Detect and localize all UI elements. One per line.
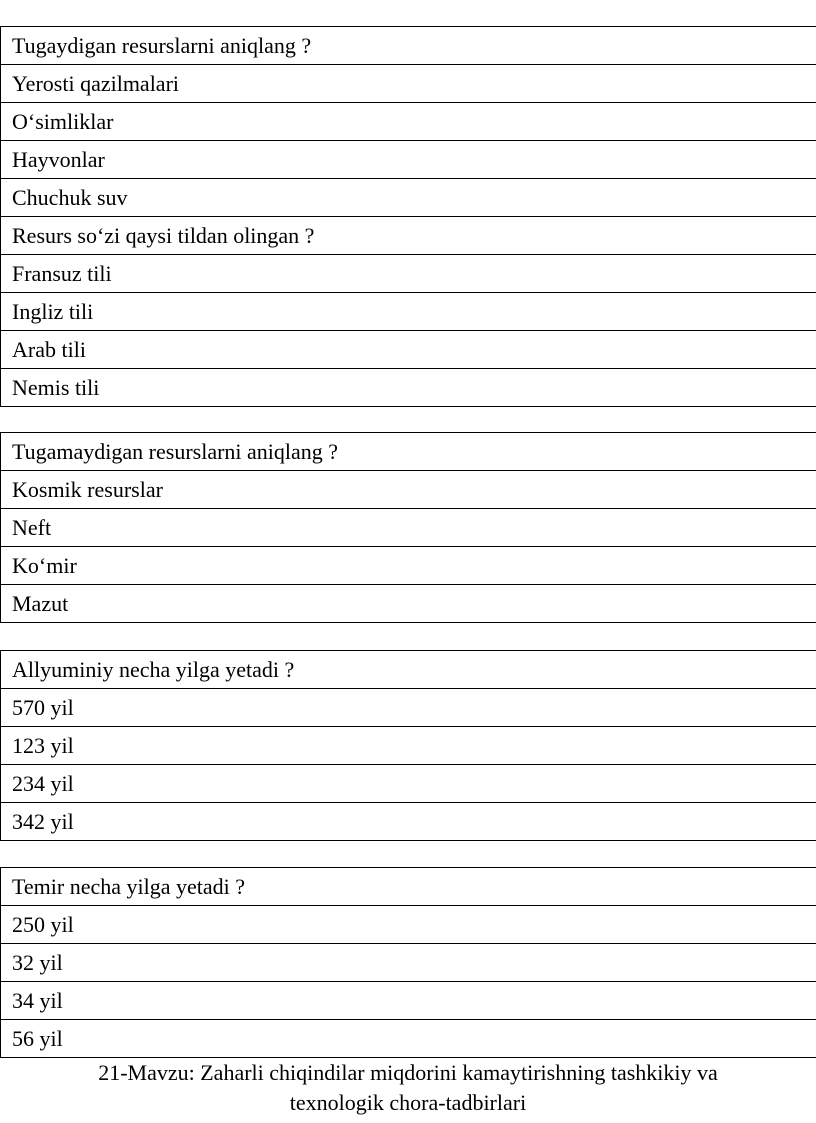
topic-heading: [0, 1058, 816, 1118]
answer-text: 32 yil: [1, 944, 816, 982]
answer-text: 123 yil: [1, 727, 816, 765]
question-text: Temir necha yilga yetadi ?: [1, 868, 816, 906]
answer-row: [1, 141, 816, 179]
answer-text: 56 yil: [1, 1020, 816, 1058]
answer-text: 234 yil: [1, 765, 816, 803]
answer-text: Arab tili: [1, 331, 816, 369]
answer-row: [1, 982, 816, 1020]
answer-text: 342 yil: [1, 803, 816, 841]
answer-row: [1, 765, 816, 803]
answer-row: [1, 65, 816, 103]
answer-row: [1, 1020, 816, 1058]
answer-text: 250 yil: [1, 906, 816, 944]
answer-text: Yerosti qazilmalari: [1, 65, 816, 103]
answer-text: O‘simliklar: [1, 103, 816, 141]
question-table-4: [0, 867, 816, 1058]
question-table-1: [0, 26, 816, 407]
question-text: Tugamaydigan resurslarni aniqlang ?: [1, 433, 816, 471]
topic-heading-line-1: 21-Mavzu: Zaharli chiqindilar miqdorini kamaytirishning tashkikiy va: [98, 1060, 718, 1085]
answer-row: [1, 293, 816, 331]
answer-row: [1, 585, 816, 623]
answer-text: Ingliz tili: [1, 293, 816, 331]
question-table-3: [0, 650, 816, 841]
answer-row: [1, 103, 816, 141]
answer-row: [1, 471, 816, 509]
answer-text: Fransuz tili: [1, 255, 816, 293]
answer-row: [1, 369, 816, 407]
question-row: [1, 651, 816, 689]
answer-text: Mazut: [1, 585, 816, 623]
answer-row: [1, 547, 816, 585]
answer-text: Kosmik resurslar: [1, 471, 816, 509]
question-text: Resurs so‘zi qaysi tildan olingan ?: [1, 217, 816, 255]
answer-row: [1, 255, 816, 293]
question-row: [1, 27, 816, 65]
question-table-2: [0, 432, 816, 623]
question-row: [1, 217, 816, 255]
answer-row: [1, 689, 816, 727]
answer-text: Hayvonlar: [1, 141, 816, 179]
answer-text: Ko‘mir: [1, 547, 816, 585]
question-row: [1, 433, 816, 471]
answer-row: [1, 906, 816, 944]
answer-row: [1, 944, 816, 982]
topic-heading-line-2: texnologik chora-tadbirlari: [289, 1090, 527, 1115]
answer-row: [1, 331, 816, 369]
answer-row: [1, 179, 816, 217]
answer-text: 34 yil: [1, 982, 816, 1020]
question-row: [1, 868, 816, 906]
answer-text: Chuchuk suv: [1, 179, 816, 217]
answer-text: 570 yil: [1, 689, 816, 727]
answer-row: [1, 803, 816, 841]
answer-text: Nemis tili: [1, 369, 816, 407]
answer-row: [1, 509, 816, 547]
answer-text: Neft: [1, 509, 816, 547]
question-text: Allyuminiy necha yilga yetadi ?: [1, 651, 816, 689]
question-text: Tugaydigan resurslarni aniqlang ?: [1, 27, 816, 65]
answer-row: [1, 727, 816, 765]
